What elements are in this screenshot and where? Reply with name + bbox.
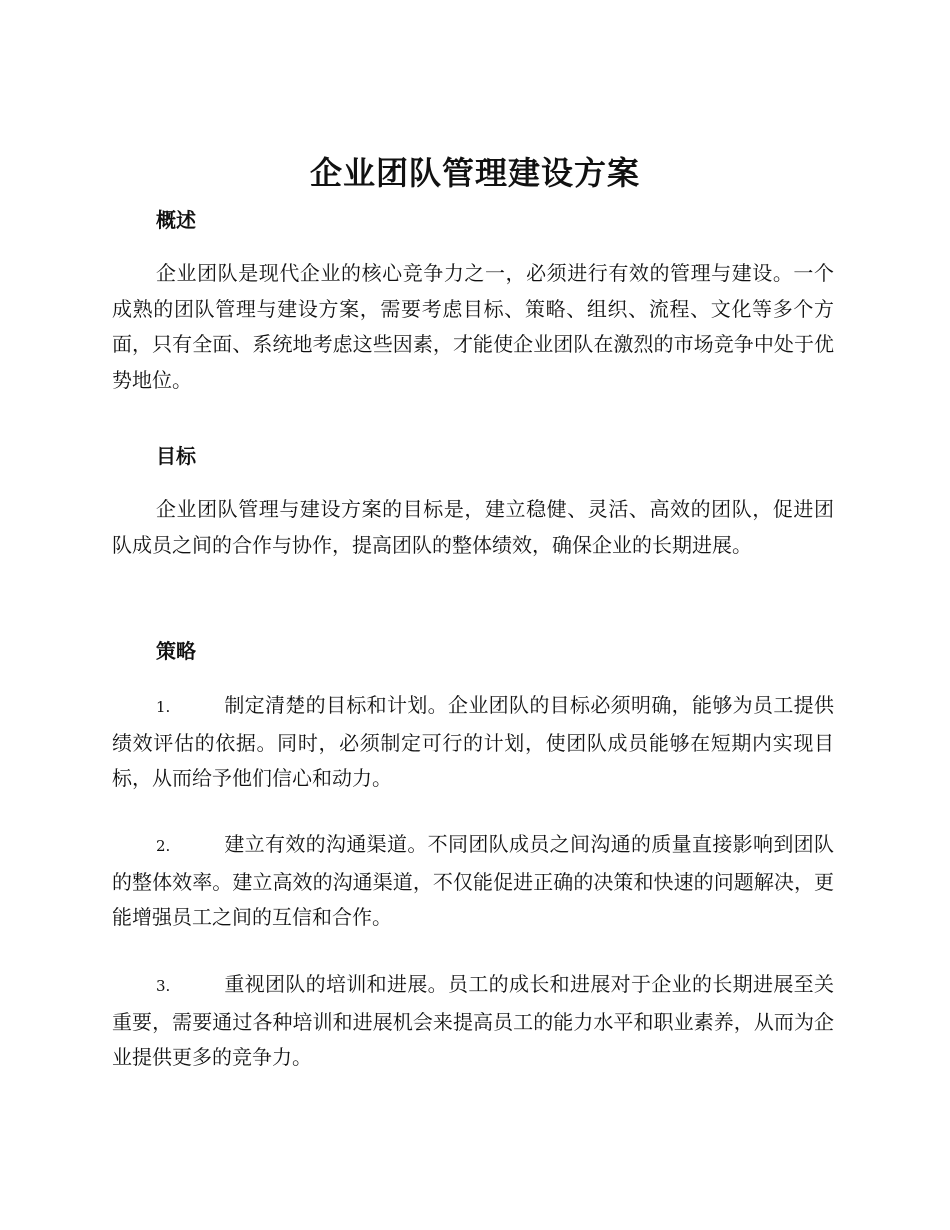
document-title: 企业团队管理建设方案 bbox=[309, 154, 640, 192]
list-item-number: 3. bbox=[156, 977, 171, 995]
strategy-list-item bbox=[112, 688, 834, 797]
section-paragraph-overview: 企业团队是现代企业的核心竞争力之一，必须进行有效的管理与建设。一个成熟的团队管理与建设方案，需要考虑目标、策略、组织、流程、文化等多个方面，只有全面、系统地考虑这些因素，才能使企业团队在激烈的市场竞争中处于优势地位。 bbox=[112, 261, 834, 392]
section-heading-goal: 目标 bbox=[156, 444, 196, 468]
list-item-number: 1. bbox=[156, 698, 171, 716]
list-item-text: 重视团队的培训和进展。员工的成长和进展对于企业的长期进展至关重要，需要通过各种培训和进展机会来提高员工的能力水平和职业素养，从而为企业提供更多的竞争力。 bbox=[112, 972, 834, 1069]
section-heading-overview: 概述 bbox=[156, 208, 196, 232]
section-heading-strategy: 策略 bbox=[156, 639, 196, 663]
strategy-list-item bbox=[112, 967, 834, 1076]
section-paragraph-goal: 企业团队管理与建设方案的目标是，建立稳健、灵活、高效的团队，促进团队成员之间的合作与协作，提高团队的整体绩效，确保企业的长期进展。 bbox=[112, 497, 834, 557]
list-item-text: 建立有效的沟通渠道。不同团队成员之间沟通的质量直接影响到团队的整体效率。建立高效的沟通渠道，不仅能促进正确的决策和快速的问题解决，更能增强员工之间的互信和合作。 bbox=[112, 832, 834, 929]
list-item-number: 2. bbox=[156, 837, 171, 855]
strategy-list-item bbox=[112, 827, 834, 936]
list-item-text: 制定清楚的目标和计划。企业团队的目标必须明确，能够为员工提供绩效评估的依据。同时，必须制定可行的计划，使团队成员能够在短期内实现目标，从而给予他们信心和动力。 bbox=[112, 693, 834, 790]
